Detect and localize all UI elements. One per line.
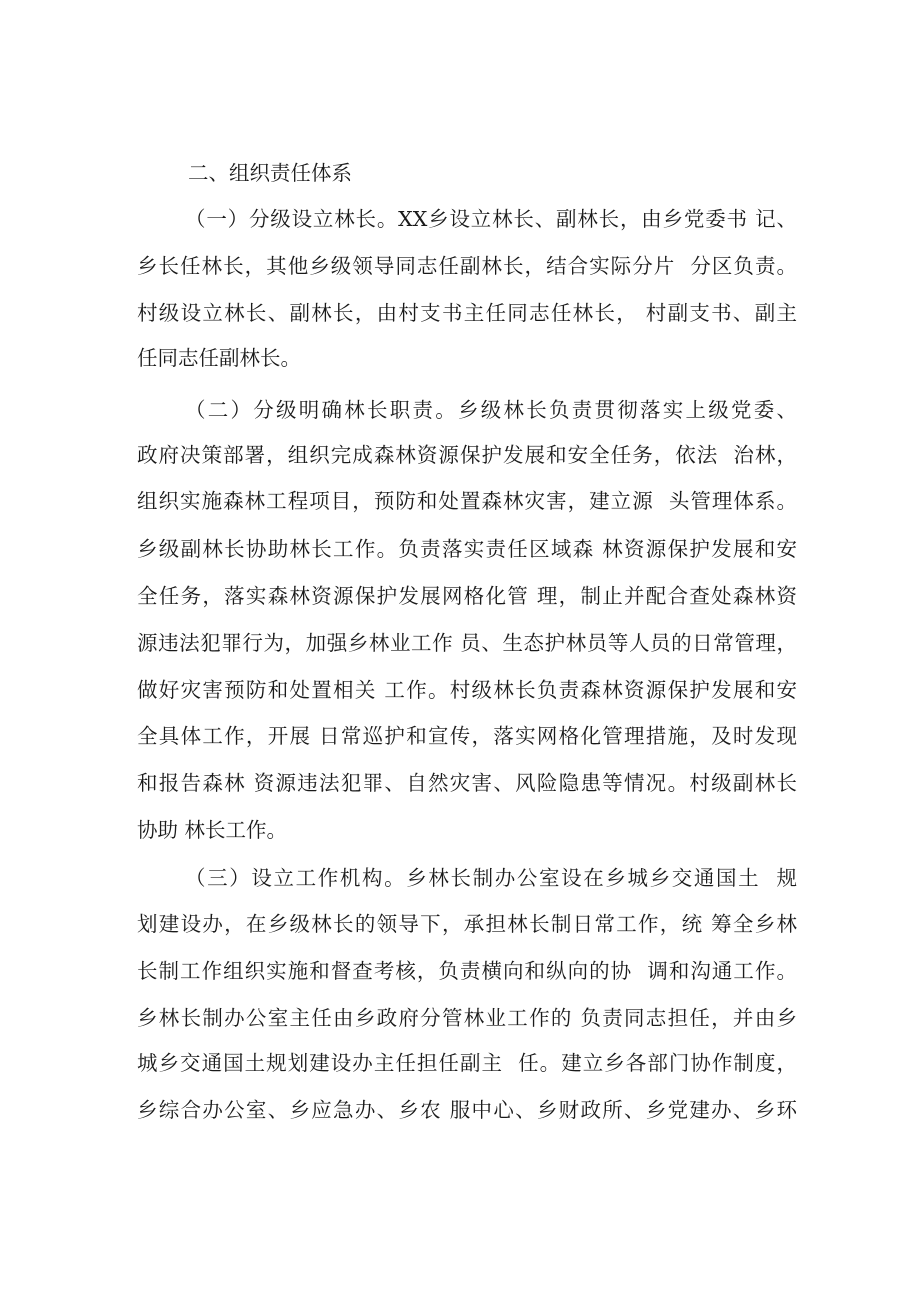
paragraph-2-line-1: （二）分级明确林长职责。乡级林长负责贯彻落实上级党委、 xyxy=(185,398,797,422)
paragraph-2-line-8: 全具体工作，开展 日常巡护和宣传，落实网格化管理措施，及时发现 xyxy=(137,724,797,748)
paragraph-2-line-6: 源违法犯罪行为，加强乡林业工作 员、生态护林员等人员的日常管理， xyxy=(137,631,797,655)
paragraph-2-line-10: 协助 林长工作。 xyxy=(137,818,288,842)
paragraph-2-line-2: 政府决策部署，组织完成森林资源保护发展和安全任务，依法 治林， xyxy=(137,443,797,467)
paragraph-3-line-4: 乡林长制办公室主任由乡政府分管林业工作的 负责同志担任，并由乡 xyxy=(137,1006,797,1030)
paragraph-1-line-3: 村级设立林长、副林长，由村支书主任同志任林长， 村副支书、副主 xyxy=(137,301,797,325)
paragraph-3-line-3: 长制工作组织实施和督查考核，负责横向和纵向的协 调和沟通工作。 xyxy=(137,959,797,983)
paragraph-1-line-4: 任同志任副林长。 xyxy=(137,346,301,370)
paragraph-2-line-4: 乡级副林长协助林长工作。负责落实责任区域森 林资源保护发展和安 xyxy=(137,537,797,561)
paragraph-3-line-5: 城乡交通国土规划建设办主任担任副主 任。建立乡各部门协作制度， xyxy=(137,1051,797,1075)
paragraph-2-line-3: 组织实施森林工程项目，预防和处置森林灾害，建立源 头管理体系。 xyxy=(137,489,797,513)
paragraph-3-line-1: （三）设立工作机构。乡林长制办公室设在乡城乡交通国土 规 xyxy=(185,866,797,890)
paragraph-2-line-7: 做好灾害预防和处置相关 工作。村级林长负责森林资源保护发展和安 xyxy=(137,678,797,702)
paragraph-2-line-5: 全任务，落实森林资源保护发展网格化管 理，制止并配合查处森林资 xyxy=(137,584,797,608)
paragraph-2-line-9: 和报告森林 资源违法犯罪、自然灾害、风险隐患等情况。村级副林长 xyxy=(137,771,797,795)
paragraph-3-line-2: 划建设办，在乡级林长的领导下，承担林长制日常工作，统 筹全乡林 xyxy=(137,912,797,936)
paragraph-3-line-6: 乡综合办公室、乡应急办、乡农 服中心、乡财政所、乡党建办、乡环 xyxy=(137,1098,797,1122)
section-title: 二、组织责任体系 xyxy=(188,161,352,185)
paragraph-1-line-1: （一）分级设立林长。XX乡设立林长、副林长，由乡党委书 记、 xyxy=(185,207,797,231)
paragraph-1-line-2: 乡长任林长，其他乡级领导同志任副林长，结合实际分片 分区负责。 xyxy=(137,254,797,278)
